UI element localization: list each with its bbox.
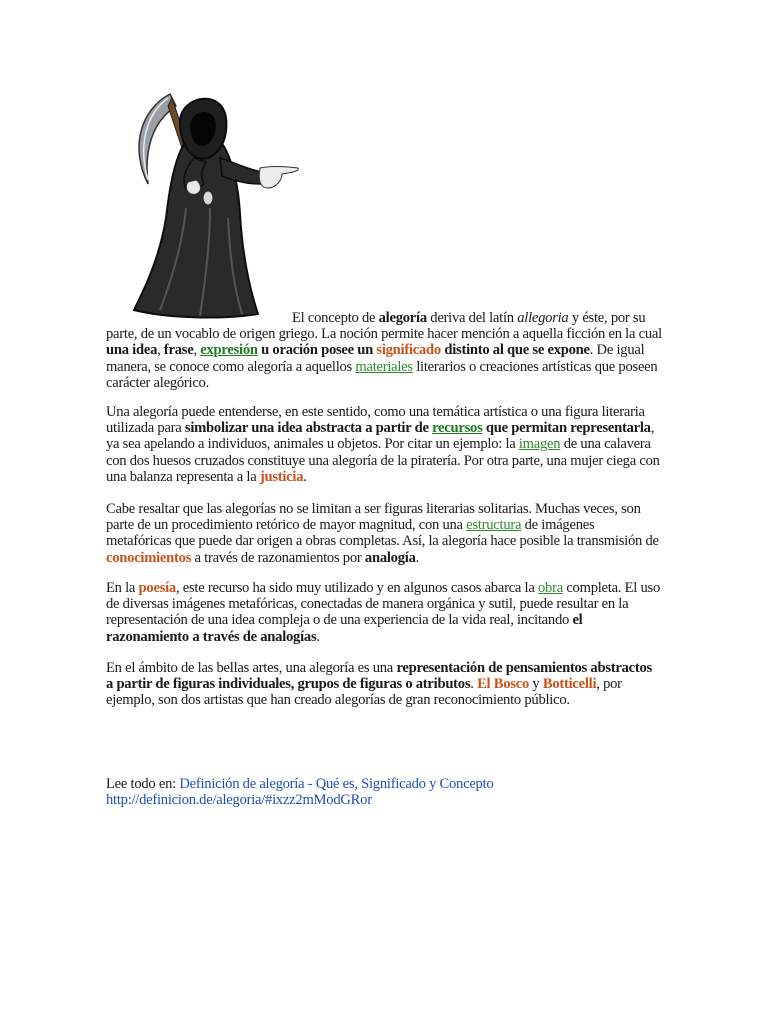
link-justicia[interactable]: justicia <box>259 468 304 485</box>
text: En el ámbito de las bellas artes, una alegoría es una <box>106 660 397 676</box>
text-bold: representación de pensamientos abstractos a partir de figuras individuales, grupos de figuras o atributos <box>106 660 652 693</box>
text: , <box>193 342 201 359</box>
term-analogia: analogía <box>364 549 416 566</box>
source-footer <box>106 776 662 808</box>
link-expresion[interactable]: expresión <box>200 342 258 359</box>
text-bold: simbolizar una idea abstracta a partir de <box>184 420 433 437</box>
source-url-link[interactable]: http://definicion.de/alegoria/#ixzz2mModGRor <box>106 792 372 809</box>
paragraph-4 <box>106 580 662 645</box>
link-el-bosco[interactable]: El Bosco <box>477 676 529 693</box>
text: . De igual manera, se conoce como alegoría a aquellos <box>106 342 645 375</box>
text: deriva del latín <box>426 310 518 326</box>
text: . <box>470 676 478 693</box>
text: y <box>529 676 543 693</box>
text-bold: que permitan representarla <box>482 420 651 437</box>
paragraph-2 <box>106 404 662 485</box>
paragraph-3 <box>106 501 662 566</box>
link-materiales[interactable]: materiales <box>355 358 413 375</box>
text: El concepto de <box>292 310 379 326</box>
paragraph-5 <box>106 660 662 709</box>
term-alegoria: alegoría <box>378 310 427 326</box>
text-bold: distinto al que se expone <box>440 342 590 359</box>
source-lead: Lee todo en: <box>106 776 180 792</box>
link-obra[interactable]: obra <box>537 580 563 596</box>
text-bold: u oración posee un <box>257 342 377 359</box>
text: . <box>415 549 420 566</box>
text: , <box>157 342 164 359</box>
link-recursos[interactable]: recursos <box>432 420 483 437</box>
text: de una calavera con dos huesos cruzados constituye una alegoría de la piratería. Por otra parte, una mujer ciega con una balanza representa a la <box>106 436 660 485</box>
text: , este recurso ha sido muy utilizado y en algunos casos abarca la <box>175 580 538 596</box>
text: de imágenes metafóricas que puede dar origen a obras completas. Así, la alegoría hace posible la transmisión de <box>106 517 659 550</box>
text: y éste, por su parte, de un vocablo de origen griego. La noción permite hacer mención a aquella ficción en la cual <box>106 310 662 343</box>
link-botticelli[interactable]: Botticelli <box>542 676 597 693</box>
link-significado[interactable]: significado <box>376 342 441 359</box>
text: Una alegoría puede entenderse, en este sentido, como una temática artística o una figura literaria utilizada para <box>106 404 645 437</box>
paragraph-intro <box>106 310 662 391</box>
term-frase: frase <box>163 342 194 359</box>
text: , por ejemplo, son dos artistas que han creado alegorías de gran reconocimiento público. <box>106 676 622 709</box>
text: En la <box>106 580 139 596</box>
text: Cabe resaltar que las alegorías no se limitan a ser figuras literarias solitarias. Muchas veces, son parte de un procedimiento retórico de mayor magnitud, con una <box>106 501 641 534</box>
grim-reaper-illustration <box>130 88 302 324</box>
term-una-idea: una idea <box>106 342 158 359</box>
text: a través de razonamientos por <box>191 549 365 566</box>
source-title-link[interactable]: Definición de alegoría - Qué es, Significado y Concepto <box>179 776 494 792</box>
link-estructura[interactable]: estructura <box>466 517 522 534</box>
term-allegoria: allegoria <box>517 310 569 326</box>
link-imagen[interactable]: imagen <box>518 436 561 453</box>
text: completa. El uso de diversas imágenes metafóricas, conectadas de manera orgánica y sutil, puede resultar en la representación de una idea compleja o de una experiencia de la vida real, incitando <box>106 580 660 629</box>
link-conocimientos[interactable]: conocimientos <box>106 549 192 566</box>
link-poesia[interactable]: poesía <box>138 580 176 596</box>
text: , ya sea apelando a individuos, animales u objetos. Por citar un ejemplo: la <box>106 420 655 453</box>
text-bold: el razonamiento a través de analogías <box>106 612 583 645</box>
text: . <box>303 468 307 485</box>
text: literarios o creaciones artísticas que poseen carácter alegórico. <box>106 358 658 391</box>
text: . <box>316 628 320 645</box>
